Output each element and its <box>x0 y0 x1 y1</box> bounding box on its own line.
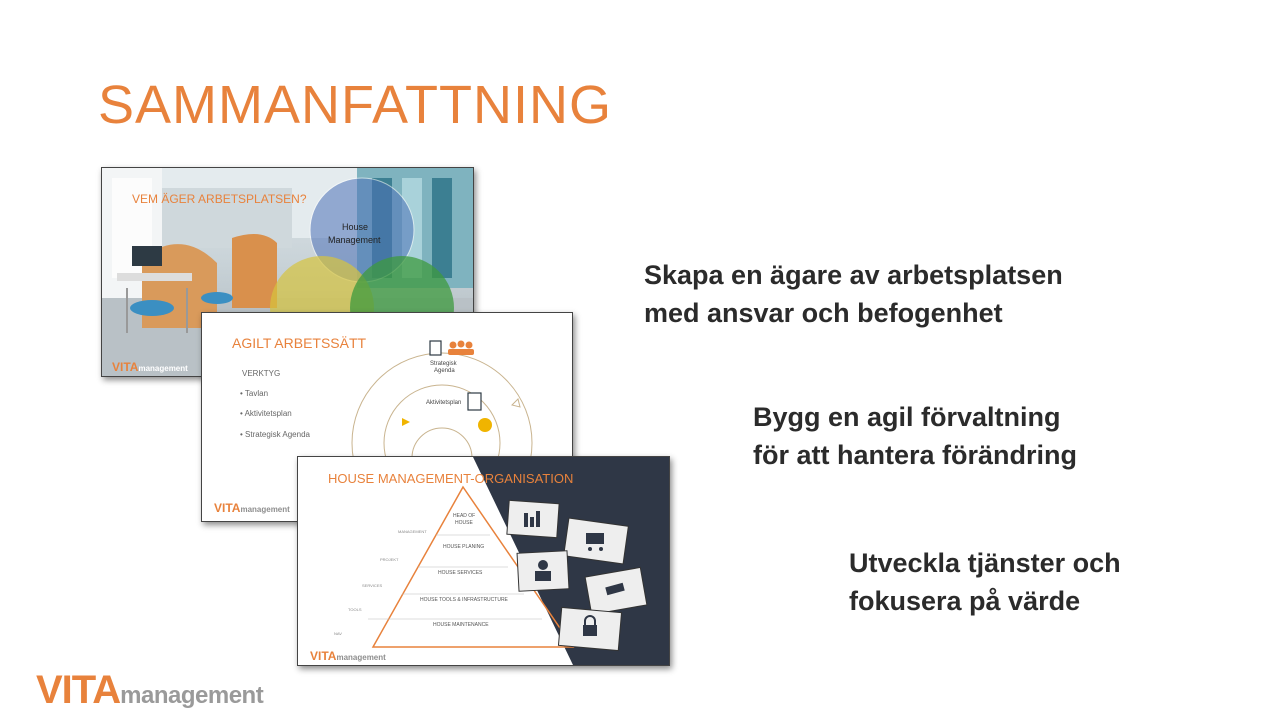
logo-vita: VITA <box>36 668 121 712</box>
statement-line: med ansvar och befogenhet <box>644 298 1003 328</box>
pyramid-side-label: SERVICES <box>362 583 383 588</box>
shopping-cart-icon <box>564 518 629 564</box>
slide2-tool-item: • Aktivitetsplan <box>240 409 292 418</box>
slide1-label-management: Management <box>328 235 381 245</box>
slide3-logo: VITAmanagement <box>310 649 386 663</box>
slide2-tools-heading: VERKTYG <box>242 369 281 378</box>
statement-agile <box>753 398 1077 474</box>
organisation-pyramid-diagram <box>298 457 669 665</box>
thumbnail-slide-organisation <box>297 456 670 666</box>
pyramid-level: HOUSE TOOLS & INFRASTRUCTURE <box>420 597 508 603</box>
bar-chart-icon <box>507 500 559 537</box>
slide2-title: AGILT ARBETSSÄTT <box>232 335 367 351</box>
slide2-tool-item: • Strategisk Agenda <box>240 430 310 439</box>
pyramid-level: HEAD OF <box>453 513 476 519</box>
lock-icon <box>558 607 621 650</box>
slide2-diagram-label: Strategisk <box>430 361 457 367</box>
guard-icon <box>517 551 569 592</box>
slide1-label-house: House <box>342 222 369 232</box>
logo-management: management <box>120 682 264 709</box>
vita-management-logo <box>36 668 263 713</box>
pyramid-side-label: MANAGEMENT <box>398 529 427 534</box>
pyramid-side-label: TOOLS <box>348 607 362 612</box>
statement-line: Utveckla tjänster och <box>849 548 1121 578</box>
slide1-title: VEM ÄGER ARBETSPLATSEN? <box>132 192 307 206</box>
statement-line: Skapa en ägare av arbetsplatsen <box>644 260 1063 290</box>
page-title: SAMMANFATTNING <box>98 75 613 135</box>
pyramid-level: HOUSE <box>455 520 473 526</box>
pyramid-level: HOUSE MAINTENANCE <box>433 622 489 628</box>
pyramid-side-label: PROJEKT <box>380 557 399 562</box>
statement-line: för att hantera förändring <box>753 440 1078 470</box>
slide2-diagram-label: Aktivitetsplan <box>426 400 462 406</box>
statement-owner <box>644 256 1063 332</box>
slide2-tool-item: • Tavlan <box>240 389 269 398</box>
statement-services <box>849 544 1121 620</box>
slide2-logo: VITAmanagement <box>214 501 290 515</box>
pyramid-level: HOUSE SERVICES <box>438 570 483 576</box>
slide3-title: HOUSE MANAGEMENT-ORGANISATION <box>328 471 574 486</box>
slide2-diagram-label: Agenda <box>434 368 455 374</box>
statement-line: fokusera på värde <box>849 586 1081 616</box>
statement-line: Bygg en agil förvaltning <box>753 402 1061 432</box>
pyramid-side-label: NAV <box>334 631 342 636</box>
pyramid-level: HOUSE PLANING <box>443 544 485 550</box>
slide1-logo: VITAmanagement <box>112 360 188 374</box>
